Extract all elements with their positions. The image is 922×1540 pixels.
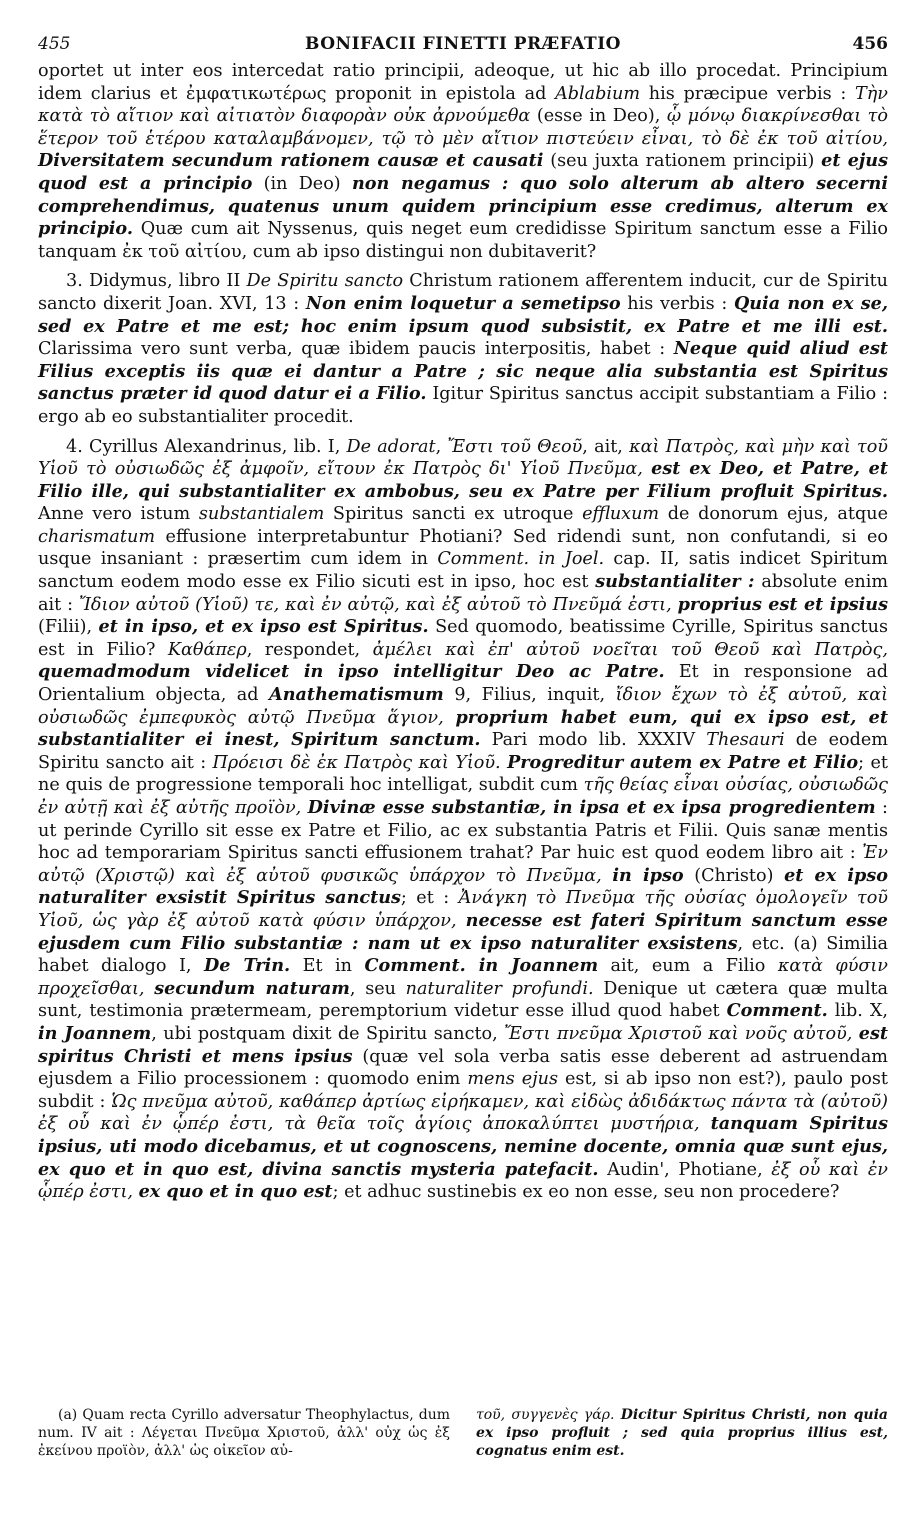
text-segment: Spiritus sancti ex utroque <box>324 504 583 525</box>
text-segment: (Filii), <box>38 617 99 638</box>
text-segment: Igitur Spiritus sanctus accipit substantiam a Filio : ergo ab eo substantialiter procedit. <box>38 384 889 427</box>
text-segment: ἐξ οὗ καὶ ἐν ᾧπέρ ἐστι, <box>38 1159 888 1203</box>
text-segment <box>700 1114 711 1134</box>
text-segment: secundum naturam <box>154 977 350 999</box>
text-segment: Denique ut cætera quæ multa sunt, testimonia prætermeam, peremptorium videtur esse illud quod habet <box>38 978 889 1022</box>
text-segment: Τὴν κατὰ τὸ αἴτιον καὶ αἰτιατὸν διαφορὰν οὐκ ἀρνούμεθα <box>38 83 888 127</box>
text-segment: ait, eum a Filio <box>598 956 778 977</box>
text-segment: 9, Filius, inquit, <box>443 685 616 706</box>
text-segment: non negamus : quo solo alterum ab altero secerni comprehendimus, quatenus unum quidem principium esse credimus, alterum ex principio. <box>38 172 888 240</box>
text-segment: : ut perinde Cyrillo sit esse ex Patre et Filio, ac ex substantia Patris et Filii. Quis sanæ mentis hoc ad temporariam Spiritus sancti effusionem trahat? Par huic est quod eodem libro ait : <box>38 798 888 864</box>
text-segment: proprium habet eum, qui ex ipso est, et substantialiter ei inest, Spiritum sanctum. <box>38 706 888 751</box>
text-segment <box>444 708 456 728</box>
text-segment: ; et : <box>400 888 459 909</box>
running-header <box>38 34 888 60</box>
text-segment: cap. II, satis indicet Spiritum sanctum eodem modo esse ex Filio sicuti est in ipso, hoc est <box>38 549 888 593</box>
text-segment: Ἐν αὐτῷ (Χριστῷ) καὶ ἐξ αὐτοῦ φυσικῶς ὑπάρχον τὸ Πνεῦμα, <box>38 843 888 886</box>
text-segment: Divinæ esse substantiæ, in ipsa et ex ipsa progredientem <box>307 797 876 818</box>
text-segment: in Joannem <box>38 1022 152 1044</box>
text-segment: et in ipso, et ex ipso est Spiritus. <box>98 616 429 638</box>
text-segment: Non enim loquetur a semetipso <box>305 292 621 314</box>
text-segment: his præcipue verbis : <box>640 83 856 104</box>
text-segment: necesse est fateri Spiritum sanctum esse ejusdem cum Filio substantiæ : nam ut ex ipso naturaliter exsistens <box>38 909 888 954</box>
text-segment: ; et adhuc sustinebis ex eo non esse, seu non procedere? <box>332 1182 840 1203</box>
text-segment: 3. Didymus, libro II <box>66 271 247 292</box>
text-segment: , seu <box>349 978 406 999</box>
text-segment <box>144 979 154 999</box>
running-title: BONIFACII FINETTI PRÆFATIO <box>305 34 621 54</box>
text-segment: Ἴδιον αὐτοῦ (Υἱοῦ) τε, καὶ ἐν αὐτῷ, καὶ ἐξ αὐτοῦ τὸ Πνεῦμά ἐστι, <box>78 594 672 615</box>
text-segment: tanquam Spiritus ipsius, uti modo dicebamus, et ut cognoscens, nemine docente, omnia quæ sunt ejus, ex quo et in quo est, divina sanctis mysteria patefacit. <box>38 1113 888 1180</box>
text-segment: τῆς θείας εἶναι οὐσίας, οὐσιωδῶς ἐν αὐτῇ καὶ ἐξ αὐτῆς προϊὸν, <box>38 775 888 818</box>
text-segment: Ἀνάγκη τὸ Πνεῦμα τῆς οὐσίας ὁμολογεῖν τοῦ Υἱοῦ, ὡς γὰρ ἐξ αὐτοῦ κατὰ φύσιν ὑπάρχον, <box>38 888 888 931</box>
footnote-column-right <box>476 1406 888 1460</box>
text-segment: naturaliter profundi. <box>405 978 594 999</box>
text-segment: Ἔστι τοῦ Θεοῦ <box>447 436 583 457</box>
text-segment: Quia non ex se, sed ex Patre et me est; hoc enim ipsum quod subsistit, ex Patre et me illi est. <box>38 292 888 337</box>
footnote-column-left <box>38 1406 450 1460</box>
text-segment: Quæ cum ait Nyssenus, quis neget eum credidisse Spiritum sanctum esse a Filio tanquam ἐκ τοῦ αἰτίου, cum ab ipso distingui non dubitaverit? <box>38 219 888 262</box>
text-segment: substantialiter : <box>595 571 755 593</box>
footnotes <box>38 1406 888 1460</box>
text-segment: Progreditur autem ex Patre et Filio <box>507 751 859 773</box>
text-segment: Clarissima vero sunt verba, quæ ibidem paucis interpositis, habet : <box>38 339 674 360</box>
text-segment: de donorum ejus, atque <box>659 504 888 525</box>
text-segment: in ipso <box>612 864 684 886</box>
text-segment: De Spiritu sancto <box>246 271 404 292</box>
text-segment: his verbis : <box>620 293 734 314</box>
text-segment: De Trin. <box>204 955 291 977</box>
text-segment: , <box>435 436 448 457</box>
page <box>38 34 889 1459</box>
footnote-segment: τοῦ, συγγενὲς γάρ. <box>476 1407 621 1423</box>
text-segment: Et in <box>290 956 365 977</box>
text-segment: (seu juxta rationem principii) <box>543 151 822 172</box>
text-segment: ἴδιον ἔχων τὸ ἐξ αὐτοῦ, καὶ οὐσιωδῶς ἐμπεφυκὸς αὐτῷ Πνεῦμα ἅγιον, <box>38 685 889 728</box>
text-segment: quemadmodum videlicet in ipso intelligitur Deo ac Patre. <box>38 661 665 683</box>
text-segment <box>457 911 466 931</box>
text-segment: Ὡς πνεῦμα αὐτοῦ, καθάπερ ἀρτίως εἰρήκαμεν, καὶ εἰδὼς ἀδιδάκτως πάντα τὰ (αὐτοῦ) ἐξ οὗ καὶ ἐν ᾧπέρ ἐστι, τὰ θεῖα τοῖς ἁγίοις ἀποκαλύπτει μυστήρια, <box>38 1091 888 1135</box>
footnote-segment: (a) Quam recta Cyrillo adversatur Theophylactus, dum num. IV ait : Λέγεται Πνεῦμα Χριστοῦ, ἀλλ' οὐχ ὡς ἐξ ἐκείνου προϊὸν, ἀλλ' ὡς οἰκεῖον αὐ- <box>38 1407 450 1459</box>
text-segment: (in Deo) <box>252 173 352 194</box>
left-page-number: 455 <box>38 34 71 54</box>
right-page-number: 456 <box>852 34 888 54</box>
text-segment: Ἔστι πνεῦμα Χριστοῦ καὶ νοῦς αὐτοῦ, <box>504 1023 853 1044</box>
text-segment: mens ejus <box>467 1069 559 1090</box>
text-segment: Anathematismum <box>269 684 444 706</box>
text-segment: (quæ vel sola verba satis esse deberent ad astruendam ejusdem a Filio processionem : quomodo enim <box>38 1046 888 1090</box>
text-segment <box>643 459 651 479</box>
text-segment: (esse in Deo), <box>530 106 667 127</box>
text-segment: Et in responsione ad Orientalium objecta, ad <box>38 662 888 706</box>
text-segment: Comment. in Joel. <box>437 549 605 570</box>
text-segment: absolute enim ait : <box>38 572 888 615</box>
text-segment: Πρόεισι δὲ ἐκ Πατρὸς καὶ Υἱοῦ. <box>212 752 501 773</box>
text-segment: substantialem <box>198 504 325 525</box>
text-segment: effusione interpretabuntur Photiani? Sed ridendi sunt, non confutandi, si eo usque insaniant : præsertim cum idem in <box>38 526 888 570</box>
text-segment: Thesauri <box>706 730 785 751</box>
text-segment: lib. X, <box>827 1001 888 1022</box>
text-segment: De adorat <box>346 436 436 457</box>
paragraph-2 <box>38 270 888 428</box>
text-segment <box>602 866 613 886</box>
text-segment: , etc. (a) Similia habet dialogo I, <box>38 933 888 977</box>
paragraph-3 <box>38 436 888 1204</box>
text-segment: Audin', Photiane, <box>598 1159 772 1180</box>
text-segment: ᾧ μόνῳ διακρίνεσθαι τὸ ἕτερον τοῦ ἑτέρου καταλαμβάνομεν, τῷ τὸ μὲν αἴτιον πιστεύειν εἶναι, τὸ δὲ ἐκ τοῦ αἰτίου, <box>38 106 889 149</box>
text-segment: Neque quid aliud est Filius exceptis iis quæ ei dantur a Patre ; sic neque alia substantia est Spiritus sanctus præter id quod datur ei a Filio. <box>38 338 888 405</box>
text-segment: Sed quomodo, beatissime Cyrille, Spiritus sanctus est in Filio? <box>38 617 888 660</box>
text-segment: est spiritus Christi et mens ipsius <box>38 1022 889 1067</box>
text-segment: , ait, <box>582 436 630 457</box>
text-segment: et ex ipso naturaliter exsistit Spiritus sanctus <box>38 864 889 909</box>
text-segment: , ubi postquam dixit de Spiritu sancto, <box>151 1023 505 1044</box>
text-segment: est ex Deo, et Patre, et Filio ille, qui substantialiter ex ambobus, seu ex Patre per Filium profluit Spiritus. <box>38 458 889 502</box>
text-segment: (Christo) <box>683 865 785 886</box>
text-segment: 4. Cyrillus Alexandrinus, lib. I, <box>66 436 347 457</box>
text-segment: est, si ab ipso non est?), paulo post subdit : <box>38 1069 888 1112</box>
paragraph-1 <box>38 60 888 263</box>
text-segment: Καθάπερ <box>167 639 247 660</box>
text-segment: charismatum <box>38 526 155 547</box>
text-segment: oportet ut inter eos intercedat ratio principii, adeoque, ut hic ab illo procedat. Principium idem clarius et ἐμφατικωτέρως proponit in epistola ad <box>38 61 888 104</box>
text-segment: , respondet, <box>246 639 373 660</box>
text-segment: καὶ Πατρὸς, καὶ μὴν καὶ τοῦ Υἱοῦ τὸ οὐσιωδῶς ἐξ ἀμφοῖν, εἴτουν ἐκ Πατρὸς δι' Υἱοῦ Πνεῦμα, <box>38 436 888 480</box>
text-segment: et ejus quod est a principio <box>38 150 888 194</box>
text-segment: de eodem Spiritu sancto ait : <box>38 730 888 773</box>
text-segment: ; et ne quis de progressione temporali hoc intelligat, subdit cum <box>38 752 888 796</box>
text-segment: Comment. <box>726 1000 828 1022</box>
footnote-segment: Dicitur Spiritus Christi, non quia ex ipso profluit ; sed quia proprius illius est, cognatus enim est. <box>476 1407 888 1459</box>
text-segment: Ablabium <box>555 83 641 104</box>
body-text <box>38 60 888 1204</box>
text-segment: ἀμέλει καὶ ἐπ' αὐτοῦ νοεῖται τοῦ Θεοῦ καὶ Πατρὸς, <box>372 639 888 660</box>
text-segment: Diversitatem secundum rationem causæ et causati <box>38 150 544 172</box>
text-segment: Anne vero istum <box>38 504 199 525</box>
text-segment: proprius est et ipsius <box>677 593 889 615</box>
text-segment: effluxum <box>582 504 660 525</box>
text-segment: Pari modo lib. XXXIV <box>480 730 707 751</box>
text-segment: ex quo et in quo est <box>138 1181 333 1203</box>
text-segment: κατὰ φύσιν προχεῖσθαι, <box>38 956 889 999</box>
text-segment: Comment. in Joannem <box>364 955 599 977</box>
text-segment: Christum rationem afferentem inducit, cur de Spiritu sancto dixerit Joan. XVI, 13 : <box>38 271 888 314</box>
